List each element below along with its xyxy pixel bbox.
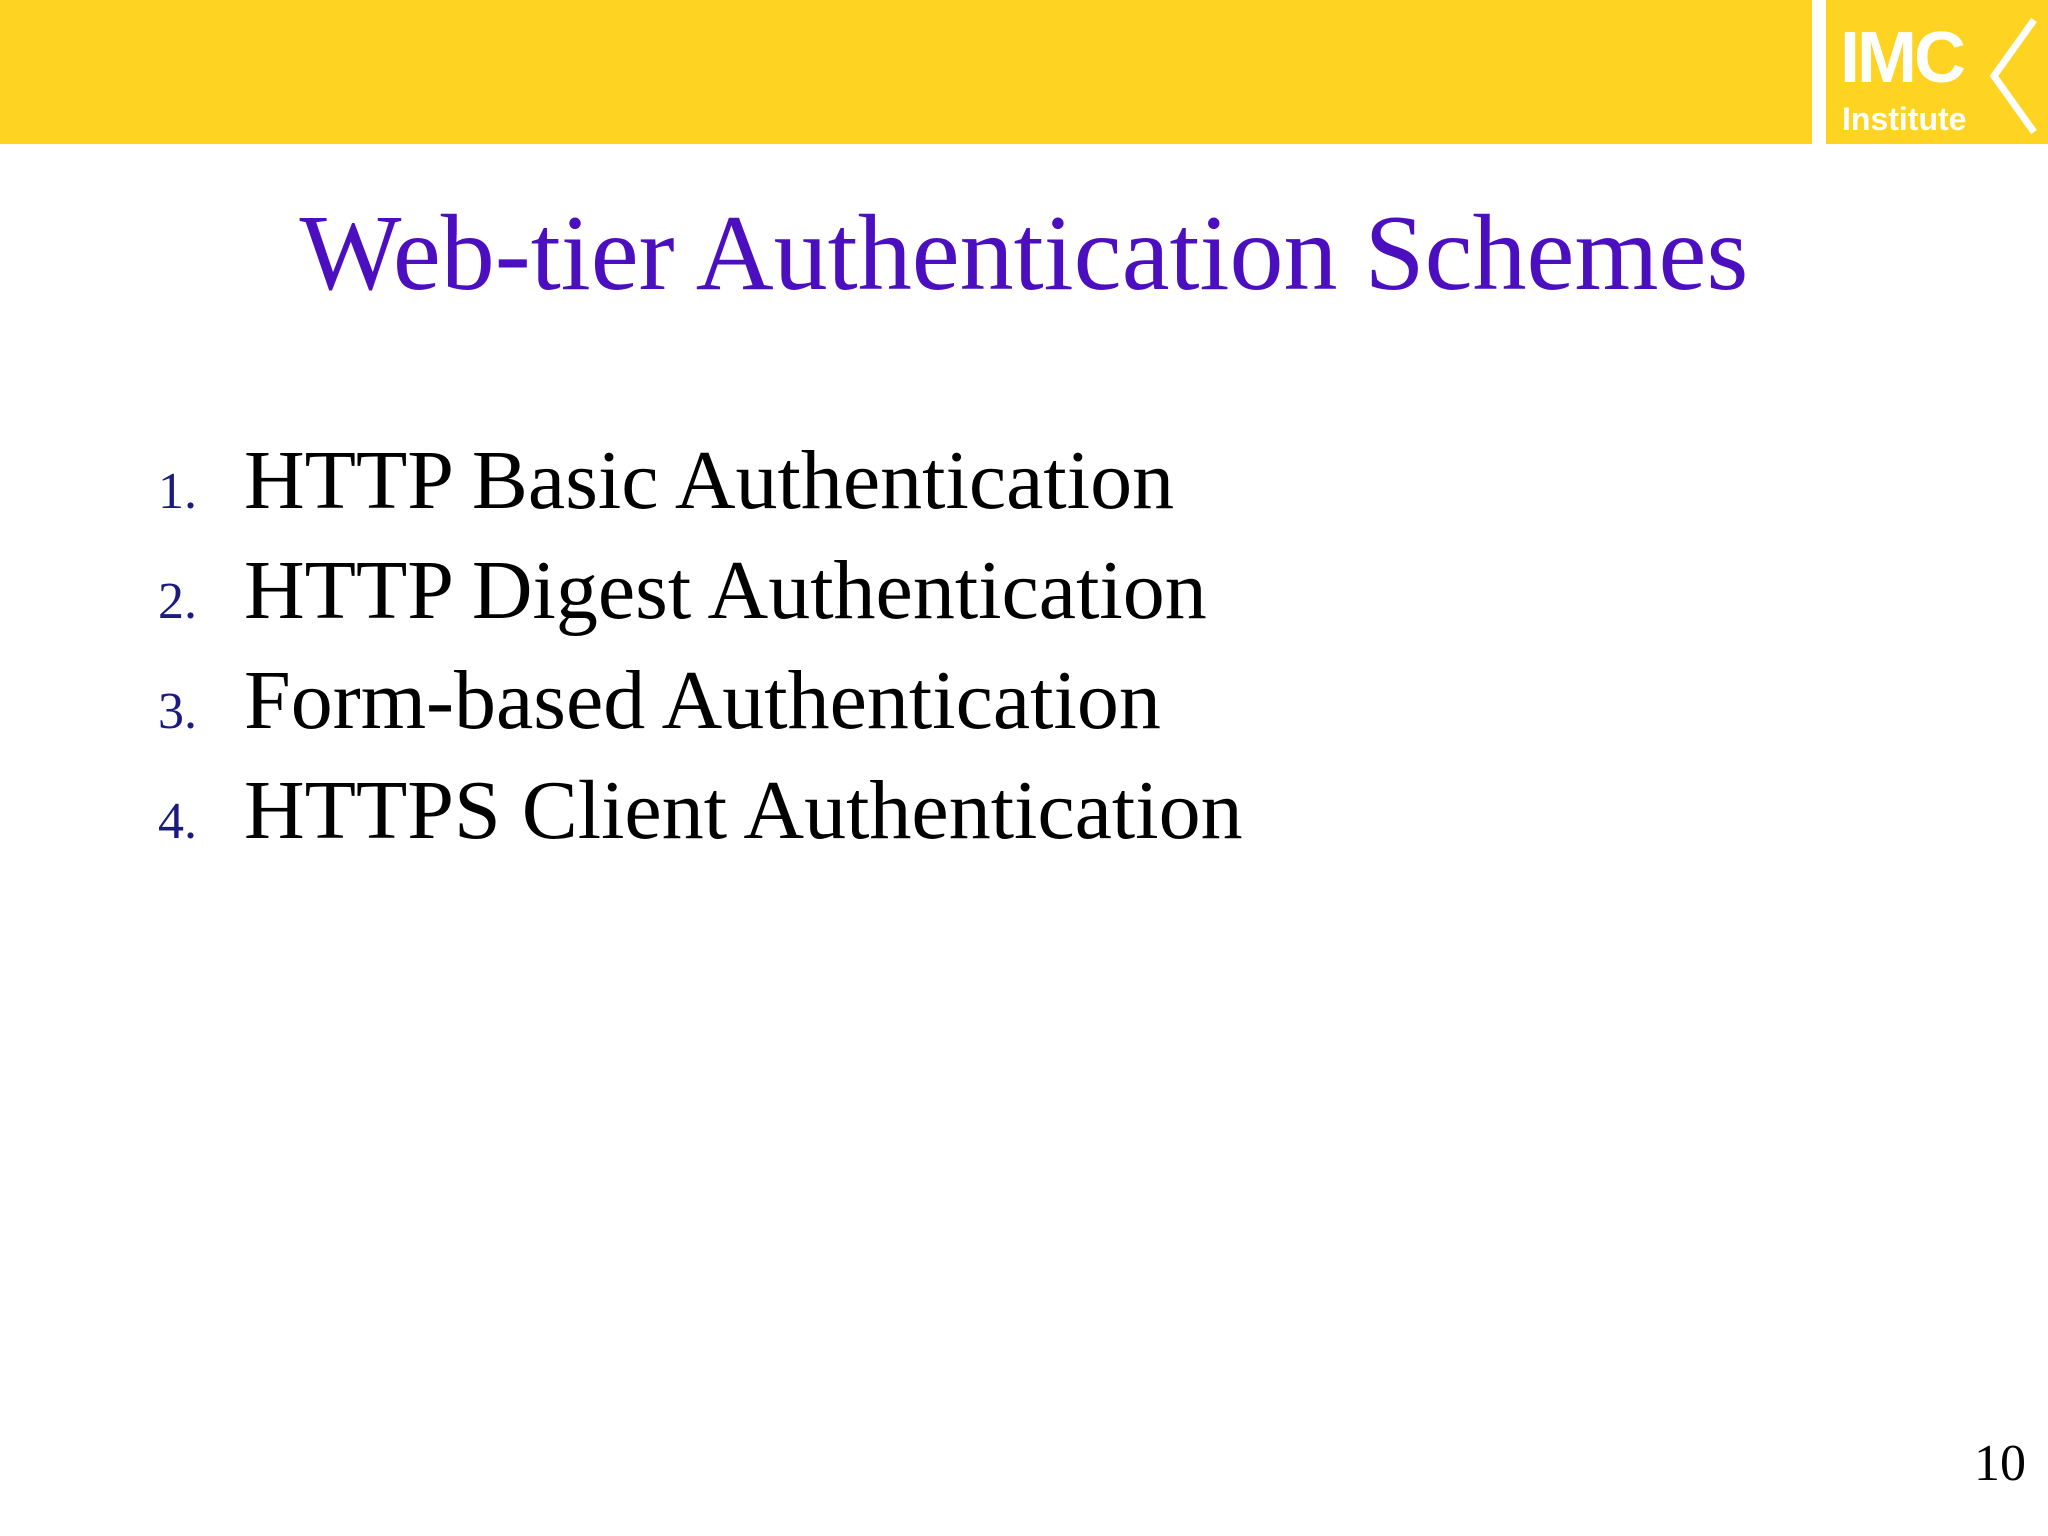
page-number: 10 bbox=[1974, 1435, 2026, 1492]
list-item-text: HTTP Digest Authentication bbox=[244, 544, 1207, 637]
list-item-number: 3. bbox=[158, 683, 197, 740]
slide-title: Web-tier Authentication Schemes bbox=[299, 194, 1749, 313]
header-banner bbox=[0, 0, 1812, 144]
list-item bbox=[158, 652, 1243, 762]
list-item-text: HTTP Basic Authentication bbox=[244, 434, 1175, 527]
logo-sub-text: Institute bbox=[1842, 101, 1967, 137]
list-item bbox=[158, 542, 1243, 652]
logo-main-text: IMC bbox=[1840, 18, 1963, 98]
logo-chevron-icon bbox=[1986, 14, 2046, 140]
list-item bbox=[158, 432, 1243, 542]
list-item-number: 4. bbox=[158, 793, 197, 850]
list-item-text: Form-based Authentication bbox=[244, 654, 1161, 747]
list-item-number: 1. bbox=[158, 463, 197, 520]
list-item-text: HTTPS Client Authentication bbox=[244, 764, 1243, 857]
list-item-number: 2. bbox=[158, 573, 197, 630]
imc-institute-logo bbox=[1826, 0, 2048, 144]
list-item bbox=[158, 762, 1243, 872]
authentication-scheme-list bbox=[158, 432, 1243, 872]
